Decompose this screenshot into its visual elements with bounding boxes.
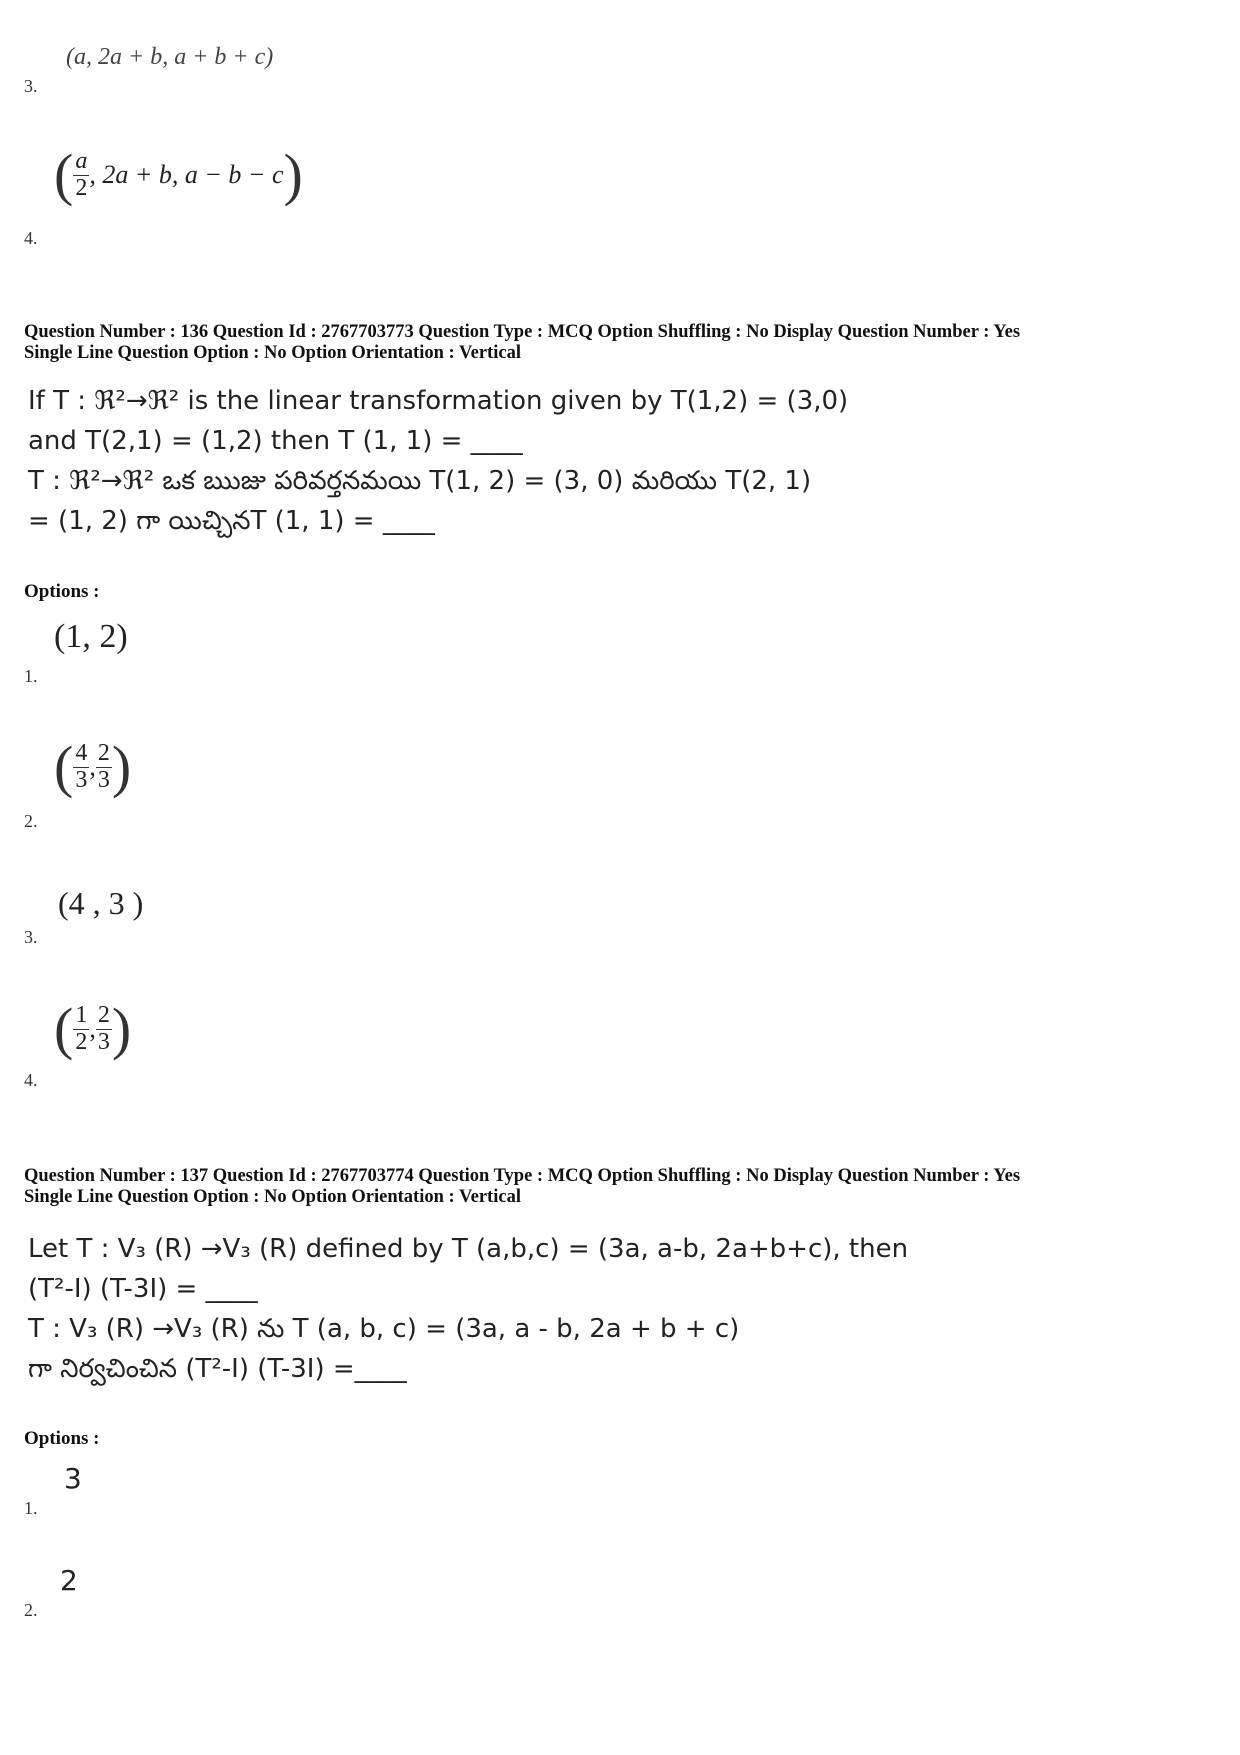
- q136-meta: [24, 322, 1020, 364]
- prev-option-3-number: 3.: [24, 76, 38, 96]
- q137-option-1-expr: 3: [64, 1462, 82, 1495]
- left-paren: (: [54, 734, 74, 799]
- q137-option-2-expr: 2: [60, 1564, 78, 1597]
- q137-text-line-1: Let T : V₃ (R) →V₃ (R) defined by T (a,b,c) = (3a, a-b, 2a+b+c), then: [28, 1234, 909, 1264]
- q136-option-2-expr: [54, 734, 132, 799]
- q136-text-line-4: = (1, 2) గా యిచ్చినT (1, 1) = ____: [28, 506, 435, 536]
- fraction-numerator: 2: [97, 740, 110, 767]
- q136-meta-line-2: Single Line Question Option : No Option Orientation : Vertical: [24, 343, 521, 363]
- q136-option-3-expr: (4 , 3 ): [58, 885, 144, 921]
- q137-text-line-2: (T²-I) (T-3I) = ____: [28, 1274, 258, 1304]
- q136-options-label: Options :: [24, 581, 100, 602]
- fraction-1: [73, 741, 89, 792]
- fraction-denominator: 2: [75, 174, 88, 201]
- fraction-1: [73, 1003, 89, 1054]
- q136-meta-line-1: Question Number : 136 Question Id : 2767703773 Question Type : MCQ Option Shuffling : No Display Question Number : Yes: [24, 322, 1021, 342]
- q136-option-1-expr: (1, 2): [54, 618, 128, 655]
- q137-meta-line-2: Single Line Question Option : No Option Orientation : Vertical: [24, 1187, 521, 1207]
- q137-meta: [24, 1166, 1020, 1208]
- q136-option-4-number: 4.: [24, 1070, 38, 1090]
- q136-option-4-expr: [54, 996, 132, 1061]
- fraction-numerator: 1: [75, 1002, 88, 1029]
- expr-rest: , 2a + b, a − b − c: [89, 160, 284, 189]
- comma: ,: [89, 1014, 96, 1043]
- left-paren: (: [54, 142, 74, 207]
- fraction: [73, 149, 89, 200]
- q136-option-3-number: 3.: [24, 927, 38, 947]
- q136-option-2-number: 2.: [24, 811, 38, 831]
- q137-option-2-number: 2.: [24, 1600, 38, 1620]
- prev-option-3-expr: (a, 2a + b, a + b + c): [66, 44, 274, 70]
- right-paren: ): [111, 996, 132, 1061]
- fraction-numerator: 2: [97, 1002, 110, 1029]
- right-paren: ): [111, 734, 132, 799]
- q137-options-label: Options :: [24, 1428, 100, 1449]
- q137-text-line-3: T : V₃ (R) →V₃ (R) ను T (a, b, c) = (3a, a - b, 2a + b + c): [28, 1314, 740, 1344]
- q137-question-text: [28, 1229, 908, 1389]
- q136-option-1-number: 1.: [24, 666, 38, 686]
- fraction-2: [96, 741, 112, 792]
- comma: ,: [89, 752, 96, 781]
- fraction-denominator: 2: [75, 1028, 88, 1055]
- prev-option-4-number: 4.: [24, 228, 38, 248]
- q136-text-line-1: If T : ℜ²→ℜ² is the linear transformation given by T(1,2) = (3,0): [28, 386, 849, 416]
- q137-option-1-number: 1.: [24, 1498, 38, 1518]
- prev-option-4-expr: [54, 142, 303, 207]
- q136-question-text: [28, 381, 848, 541]
- fraction-denominator: 3: [75, 766, 88, 793]
- q136-text-line-3: T : ℜ²→ℜ² ఒక ఋజు పరివర్తనమయి T(1, 2) = (3, 0) మరియు T(2, 1): [28, 466, 812, 496]
- fraction-numerator: 4: [75, 740, 88, 767]
- left-paren: (: [54, 996, 74, 1061]
- q136-text-line-2: and T(2,1) = (1,2) then T (1, 1) = ____: [28, 426, 523, 456]
- q137-text-line-4: గా నిర్వచించిన (T²-I) (T-3I) =____: [28, 1354, 407, 1384]
- q137-meta-line-1: Question Number : 137 Question Id : 2767703774 Question Type : MCQ Option Shuffling : No Display Question Number : Yes: [24, 1166, 1021, 1186]
- fraction-denominator: 3: [97, 766, 110, 793]
- fraction-numerator: a: [75, 148, 88, 175]
- fraction-denominator: 3: [97, 1028, 110, 1055]
- fraction-2: [96, 1003, 112, 1054]
- right-paren: ): [283, 142, 303, 207]
